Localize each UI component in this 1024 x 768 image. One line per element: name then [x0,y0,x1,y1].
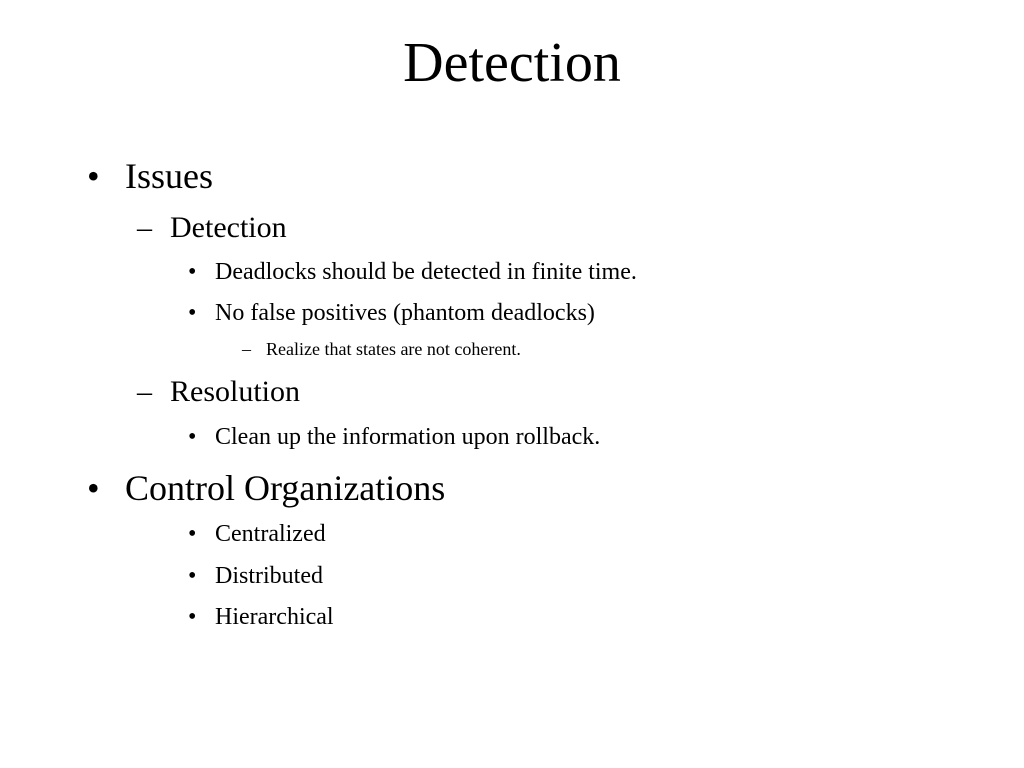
detail-item-text: Hierarchical [215,604,334,630]
bullet-marker: • [188,259,197,285]
sub-item-detection [137,211,287,245]
bullet-marker: • [188,300,197,326]
note-item-text: Realize that states are not coherent. [266,339,521,359]
bullet-marker: • [188,563,197,589]
slide-title: Detection [403,32,621,94]
detail-item-text: Centralized [215,521,326,547]
sub-item-resolution [137,375,301,409]
detail-item-text: Clean up the information upon rollback. [215,424,601,450]
detail-item-text: Distributed [215,563,323,589]
sub-item-text: Resolution [170,375,301,408]
detail-item-text: Deadlocks should be detected in finite time. [215,259,637,285]
detail-item-finite-time [188,258,637,286]
dash-marker: – [242,339,251,359]
dash-marker: – [137,211,152,244]
bullet-marker: • [188,604,197,630]
bullet-marker: • [87,468,100,508]
dash-marker: – [137,375,152,408]
bullet-item-issues [87,156,213,196]
bullet-marker: • [188,521,197,547]
detail-item-text: No false positives (phantom deadlocks) [215,300,595,326]
detail-item-no-false-positives [188,299,595,327]
detail-item-hierarchical [188,603,334,631]
detail-item-centralized [188,520,326,548]
sub-item-text: Detection [170,211,287,244]
bullet-marker: • [87,156,100,196]
bullet-text: Issues [125,156,213,196]
bullet-text: Control Organizations [125,468,446,508]
detail-item-clean-up [188,423,601,451]
bullet-item-control-organizations [87,468,446,508]
bullet-marker: • [188,424,197,450]
detail-item-distributed [188,562,323,590]
note-item-coherent [242,338,521,360]
